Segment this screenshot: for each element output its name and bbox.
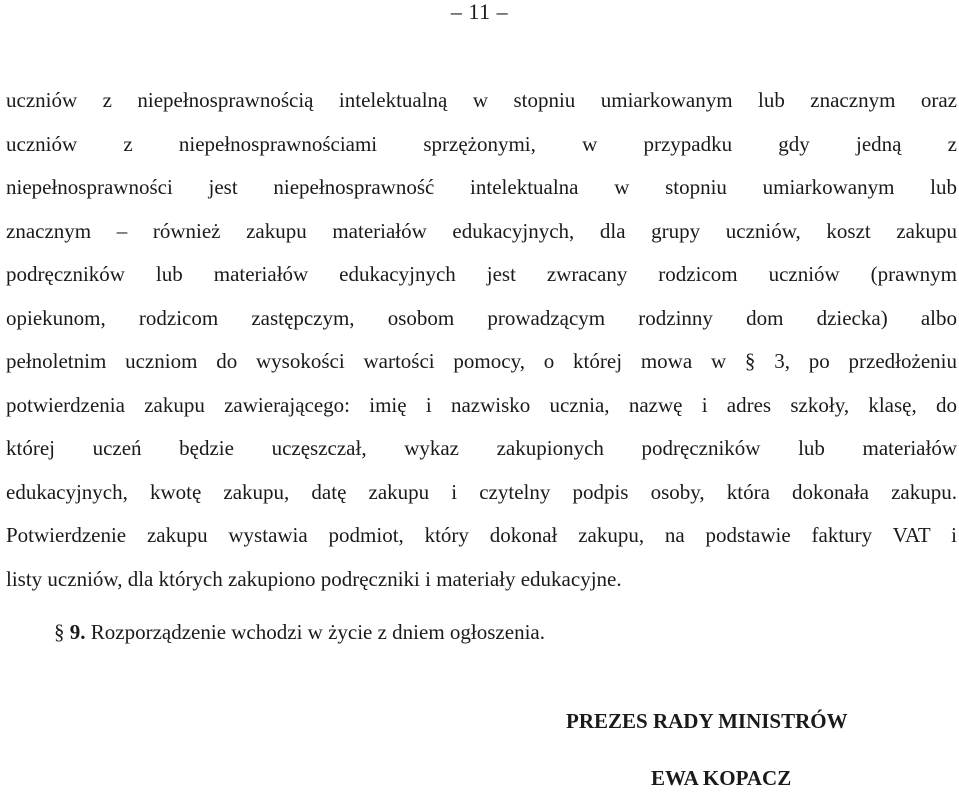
text-line: listy uczniów, dla których zakupiono podręczniki i materiały edukacyjne. [6, 566, 622, 591]
text-line: uczniów z niepełnosprawnościami sprzężonymi, w przypadku gdy jedną z [6, 131, 957, 156]
text-line: niepełnosprawności jest niepełnosprawność intelektualna w stopniu umiarkowanym lub [6, 175, 957, 199]
signature-title: PREZES RADY MINISTRÓW [566, 709, 848, 733]
text-line: podręczników lub materiałów edukacyjnych jest zwracany rodzicom uczniów (prawnym [6, 262, 957, 286]
text-line: Potwierdzenie zakupu wystawia podmiot, który dokonał zakupu, na podstawie faktury VAT i [6, 523, 957, 547]
text-line: znacznym – również zakupu materiałów edukacyjnych, dla grupy uczniów, koszt zakupu [6, 218, 957, 243]
section-symbol: § [54, 620, 65, 644]
signature-name: EWA KOPACZ [651, 766, 792, 790]
text-line: opiekunom, rodzicom zastępczym, osobom prowadzącym rodzinny dom dziecka) albo [6, 305, 957, 330]
text-line: uczniów z niepełnosprawnością intelektualną w stopniu umiarkowanym lub znacznym oraz [6, 88, 957, 112]
text-line: edukacyjnych, kwotę zakupu, datę zakupu i czytelny podpis osoby, która dokonała zakupu. [6, 479, 957, 504]
text-line: pełnoletnim uczniom do wysokości wartości pomocy, o której mowa w § 3, po przedłożeniu [6, 349, 957, 373]
section-9-paragraph [54, 617, 545, 647]
text-line: której uczeń będzie uczęszczał, wykaz zakupionych podręczników lub materiałów [6, 436, 957, 460]
text-line: potwierdzenia zakupu zawierającego: imię i nazwisko ucznia, nazwę i adres szkoły, klasę, do [6, 392, 957, 417]
page-number: – 11 – [450, 0, 509, 24]
section-text: Rozporządzenie wchodzi w życie z dniem ogłoszenia. [90, 620, 545, 644]
body-paragraph [6, 79, 957, 601]
section-number: 9. [69, 620, 86, 644]
